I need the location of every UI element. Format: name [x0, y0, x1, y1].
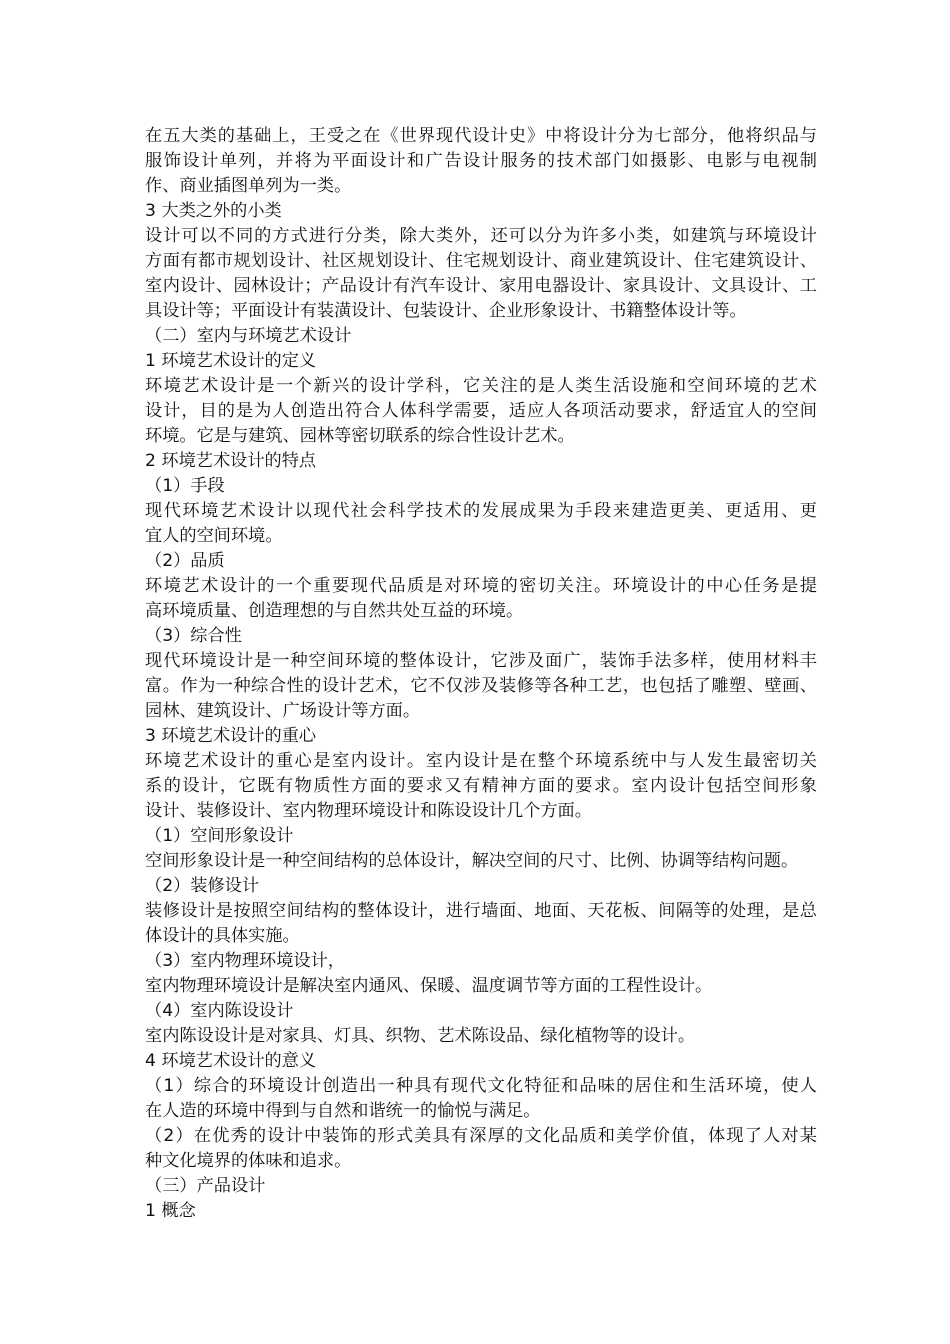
section-heading: （三）产品设计: [145, 1176, 266, 1196]
body-text-line: 室内陈设设计是对家具、灯具、织物、艺术陈设品、绿化植物等的设计。: [145, 1026, 696, 1046]
subsection-heading: （4）室内陈设设计: [145, 1001, 294, 1021]
body-text-line: 富。作为一种综合性的设计艺术，它不仅涉及装修等各种工艺，也包括了雕塑、壁画、: [145, 676, 817, 696]
body-text-line: 种文化境界的体味和追求。: [145, 1151, 352, 1171]
subsection-heading: （2）品质: [145, 551, 225, 571]
body-text-line: 在五大类的基础上，王受之在《世界现代设计史》中将设计分为七部分，他将织品与: [145, 126, 817, 146]
body-text-line: 具设计等；平面设计有装潢设计、包装设计、企业形象设计、书籍整体设计等。: [145, 301, 747, 321]
body-text-line: 系的设计，它既有物质性方面的要求又有精神方面的要求。室内设计包括空间形象: [145, 776, 817, 796]
body-text-line: 装修设计是按照空间结构的整体设计，进行墙面、地面、天花板、间隔等的处理，是总: [145, 901, 817, 921]
body-text-line: 现代环境设计是一种空间环境的整体设计，它涉及面广，装饰手法多样，使用材料丰: [145, 651, 817, 671]
numbered-heading: 2 环境艺术设计的特点: [145, 451, 317, 471]
body-text-line: 室内物理环境设计是解决室内通风、保暖、温度调节等方面的工程性设计。: [145, 976, 713, 996]
body-text-line: （1）综合的环境设计创造出一种具有现代文化特征和品味的居住和生活环境，使人: [145, 1076, 817, 1096]
subsection-heading: （1）手段: [145, 476, 225, 496]
body-text-line: 设计、装修设计、室内物理环境设计和陈设设计几个方面。: [145, 801, 592, 821]
subsection-heading: （3）室内物理环境设计，: [145, 951, 345, 971]
body-text-line: 宜人的空间环境。: [145, 526, 283, 546]
body-text-line: 设计可以不同的方式进行分类，除大类外，还可以分为许多小类，如建筑与环境设计: [145, 226, 817, 246]
body-text-line: 服饰设计单列，并将为平面设计和广告设计服务的技术部门如摄影、电影与电视制: [145, 151, 817, 171]
body-text-line: 体设计的具体实施。: [145, 926, 300, 946]
body-text-line: 环境艺术设计的重心是室内设计。室内设计是在整个环境系统中与人发生最密切关: [145, 751, 817, 771]
body-text-line: 方面有都市规划设计、社区规划设计、住宅规划设计、商业建筑设计、住宅建筑设计、: [145, 251, 817, 271]
body-text-line: 园林、建筑设计、广场设计等方面。: [145, 701, 421, 721]
numbered-heading: 3 大类之外的小类: [145, 201, 282, 221]
subsection-heading: （3）综合性: [145, 626, 242, 646]
body-text-line: 设计，目的是为人创造出符合人体科学需要，适应人各项活动要求，舒适宜人的空间: [145, 401, 817, 421]
body-text-line: 环境艺术设计是一个新兴的设计学科，它关注的是人类生活设施和空间环境的艺术: [145, 376, 817, 396]
body-text-line: 室内设计、园林设计；产品设计有汽车设计、家用电器设计、家具设计、文具设计、工: [145, 276, 817, 296]
body-text-line: （2）在优秀的设计中装饰的形式美具有深厚的文化品质和美学价值，体现了人对某: [145, 1126, 817, 1146]
numbered-heading: 4 环境艺术设计的意义: [145, 1051, 317, 1071]
body-text-line: 高环境质量、创造理想的与自然共处互益的环境。: [145, 601, 524, 621]
numbered-heading: 1 环境艺术设计的定义: [145, 351, 317, 371]
body-text-line: 环境。它是与建筑、园林等密切联系的综合性设计艺术。: [145, 426, 575, 446]
numbered-heading: 1 概念: [145, 1201, 196, 1221]
subsection-heading: （2）装修设计: [145, 876, 260, 896]
body-text-line: 环境艺术设计的一个重要现代品质是对环境的密切关注。环境设计的中心任务是提: [145, 576, 817, 596]
document-body: [145, 124, 817, 1224]
body-text-line: 在人造的环境中得到与自然和谐统一的愉悦与满足。: [145, 1101, 541, 1121]
section-heading: （二）室内与环境艺术设计: [145, 326, 352, 346]
body-text-line: 空间形象设计是一种空间结构的总体设计，解决空间的尺寸、比例、协调等结构问题。: [145, 851, 799, 871]
body-text-line: 现代环境艺术设计以现代社会科学技术的发展成果为手段来建造更美、更适用、更: [145, 501, 817, 521]
subsection-heading: （1）空间形象设计: [145, 826, 294, 846]
numbered-heading: 3 环境艺术设计的重心: [145, 726, 317, 746]
body-text-line: 作、商业插图单列为一类。: [145, 176, 352, 196]
